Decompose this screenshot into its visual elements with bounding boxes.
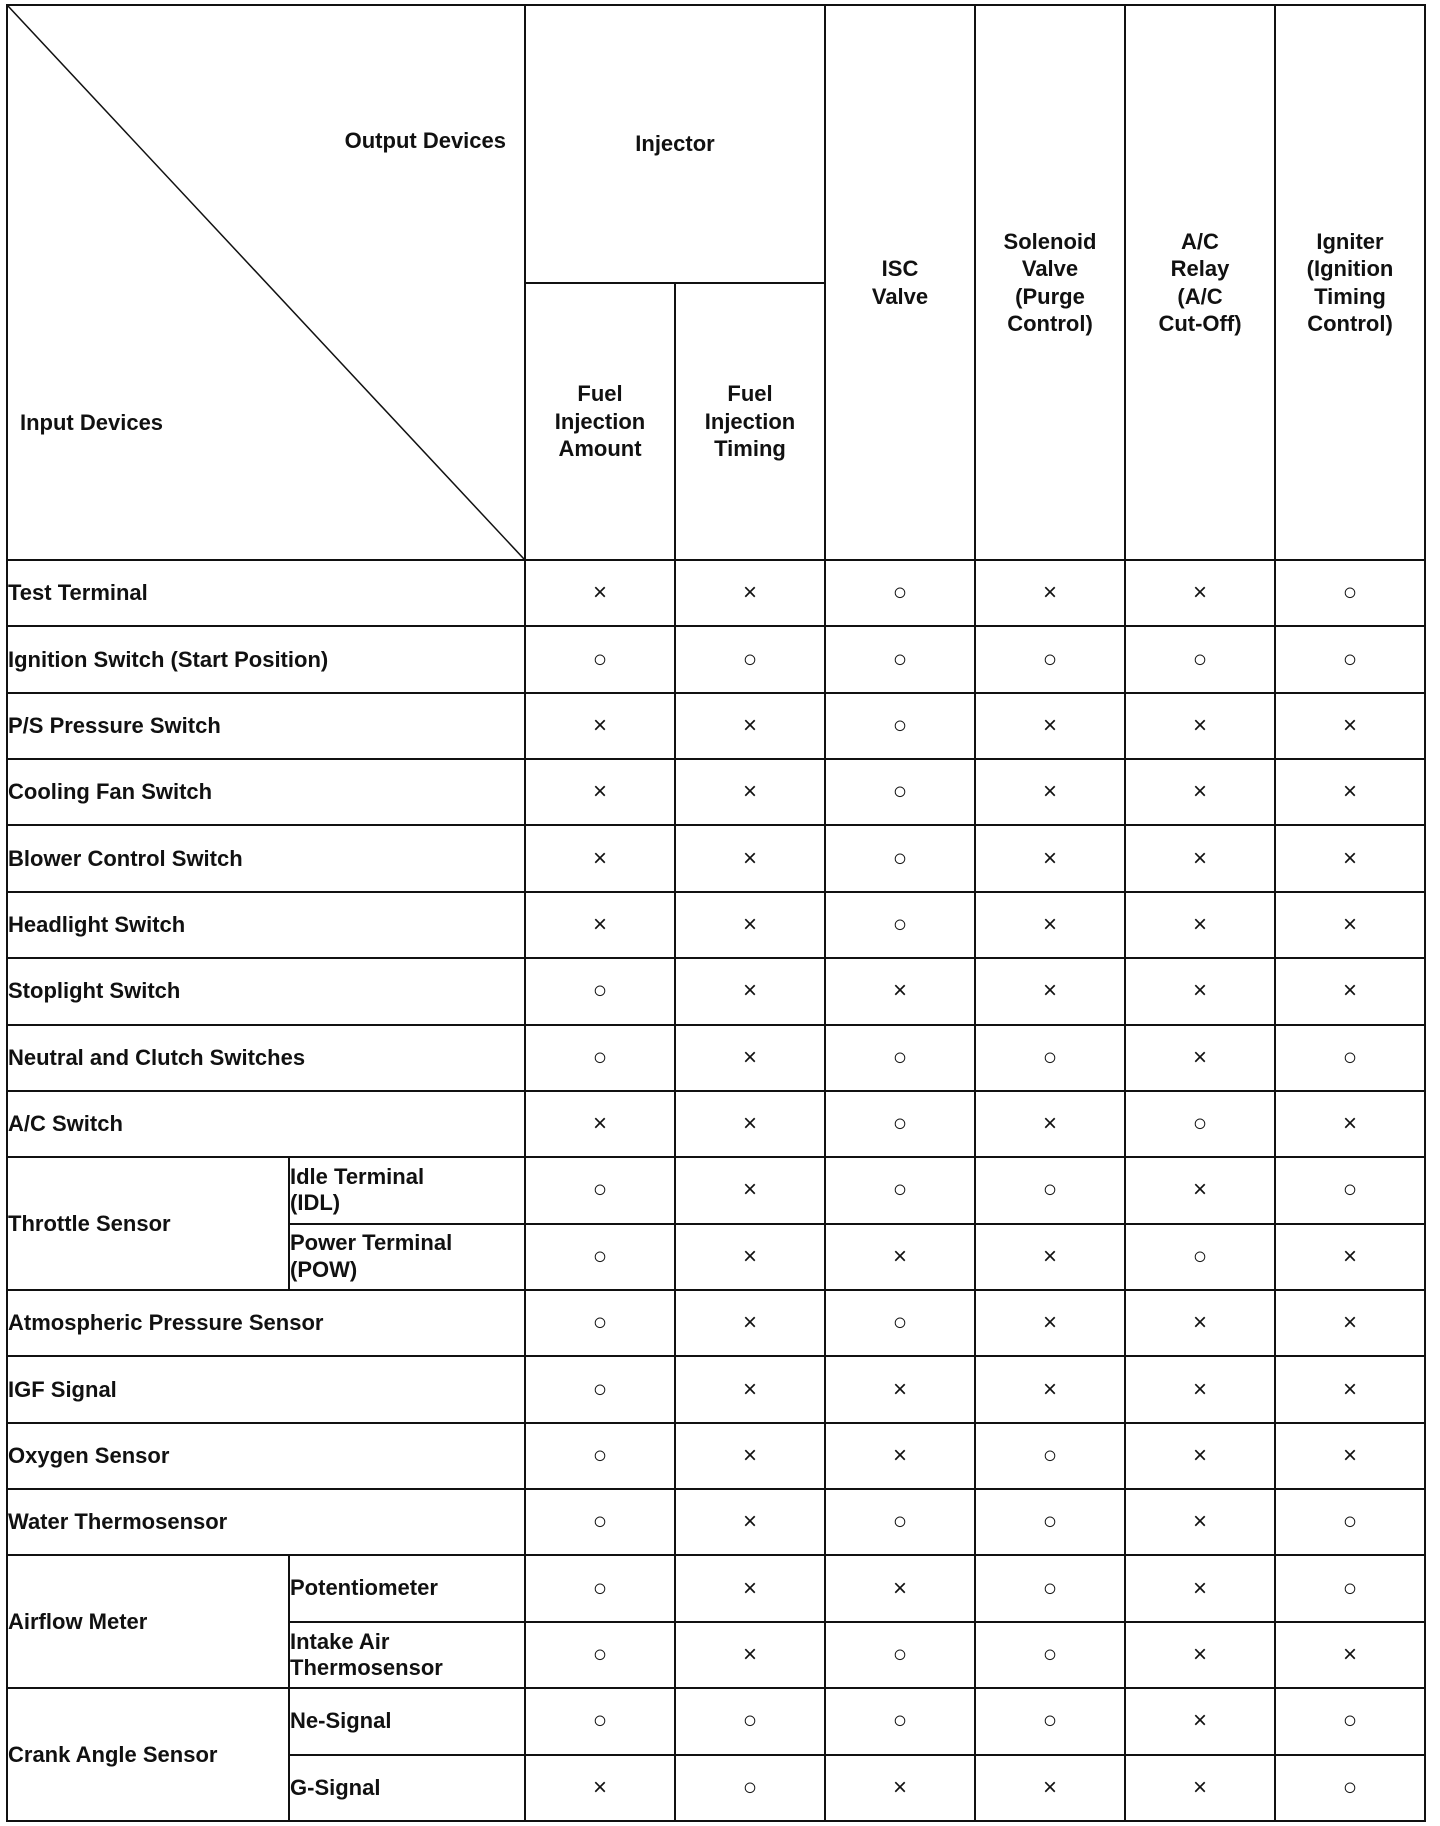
matrix-cell: ×: [675, 825, 825, 891]
matrix-cell: ×: [675, 1157, 825, 1223]
matrix-cell: ×: [675, 1091, 825, 1157]
matrix-cell: ○: [975, 1423, 1125, 1489]
matrix-cell: ×: [525, 825, 675, 891]
matrix-cell: ×: [675, 759, 825, 825]
col-header-ac-relay: A/C Relay (A/C Cut-Off): [1125, 5, 1275, 560]
matrix-cell: ×: [1275, 1290, 1425, 1356]
table-row: [7, 1025, 1425, 1091]
matrix-cell: ×: [525, 759, 675, 825]
row-sub-label: Intake Air Thermosensor: [289, 1622, 525, 1688]
matrix-cell: ×: [675, 1489, 825, 1555]
matrix-cell: ○: [1275, 1555, 1425, 1621]
matrix-cell: ○: [975, 1489, 1125, 1555]
matrix-cell: ×: [525, 892, 675, 958]
input-output-matrix-table: [6, 4, 1426, 1822]
matrix-cell: ○: [975, 1555, 1125, 1621]
matrix-cell: ×: [1275, 1356, 1425, 1422]
col-header-igniter: Igniter (Ignition Timing Control): [1275, 5, 1425, 560]
matrix-cell: ○: [525, 1290, 675, 1356]
row-label-water-thermosensor: Water Thermosensor: [7, 1489, 525, 1555]
matrix-cell: ×: [675, 693, 825, 759]
table-row: [7, 626, 1425, 692]
matrix-cell: ○: [975, 626, 1125, 692]
matrix-cell: ×: [1125, 560, 1275, 626]
matrix-cell: ×: [825, 1423, 975, 1489]
matrix-cell: ×: [975, 1356, 1125, 1422]
matrix-cell: ×: [975, 958, 1125, 1024]
matrix-cell: ○: [825, 892, 975, 958]
matrix-cell: ○: [825, 560, 975, 626]
row-label-test-terminal: Test Terminal: [7, 560, 525, 626]
matrix-cell: ×: [1125, 825, 1275, 891]
matrix-cell: ○: [525, 1356, 675, 1422]
matrix-cell: ×: [975, 759, 1125, 825]
matrix-cell: ○: [825, 1091, 975, 1157]
row-label-headlight-switch: Headlight Switch: [7, 892, 525, 958]
matrix-cell: ×: [1125, 1555, 1275, 1621]
matrix-cell: ×: [1125, 1157, 1275, 1223]
matrix-cell: ×: [1125, 958, 1275, 1024]
table-row: [7, 892, 1425, 958]
matrix-cell: ×: [825, 1356, 975, 1422]
matrix-cell: ○: [1275, 1489, 1425, 1555]
matrix-cell: ○: [1275, 1688, 1425, 1754]
matrix-cell: ×: [1125, 759, 1275, 825]
injector-group-header: Injector: [525, 5, 825, 283]
matrix-cell: ○: [675, 1688, 825, 1754]
col-header-solenoid-valve: Solenoid Valve (Purge Control): [975, 5, 1125, 560]
matrix-cell: ○: [825, 759, 975, 825]
row-sub-label: Potentiometer: [289, 1555, 525, 1621]
matrix-cell: ×: [1125, 1025, 1275, 1091]
row-sub-label: Ne-Signal: [289, 1688, 525, 1754]
matrix-cell: ○: [675, 1755, 825, 1822]
table-row: [7, 1423, 1425, 1489]
table-row: [7, 1290, 1425, 1356]
matrix-cell: ○: [675, 626, 825, 692]
matrix-cell: ×: [1125, 1356, 1275, 1422]
matrix-cell: ○: [525, 1025, 675, 1091]
matrix-cell: ○: [825, 1025, 975, 1091]
matrix-cell: ×: [1125, 1622, 1275, 1688]
row-label-oxygen-sensor: Oxygen Sensor: [7, 1423, 525, 1489]
row-label-cooling-fan-switch: Cooling Fan Switch: [7, 759, 525, 825]
matrix-cell: ×: [525, 693, 675, 759]
matrix-cell: ○: [525, 1423, 675, 1489]
table-row: [7, 1489, 1425, 1555]
header-row-top: [7, 5, 1425, 283]
matrix-cell: ×: [675, 1423, 825, 1489]
matrix-cell: ×: [675, 1356, 825, 1422]
table-row: [7, 1091, 1425, 1157]
matrix-cell: ○: [525, 1489, 675, 1555]
matrix-cell: ×: [675, 958, 825, 1024]
matrix-cell: ○: [525, 1622, 675, 1688]
matrix-cell: ×: [975, 892, 1125, 958]
row-label-ignition-switch-start-position: Ignition Switch (Start Position): [7, 626, 525, 692]
matrix-cell: ×: [975, 825, 1125, 891]
matrix-cell: ○: [975, 1688, 1125, 1754]
matrix-cell: ○: [1275, 1755, 1425, 1822]
matrix-cell: ×: [1125, 1290, 1275, 1356]
table-row: [7, 1356, 1425, 1422]
row-label-igf-signal: IGF Signal: [7, 1356, 525, 1422]
matrix-cell: ×: [1275, 825, 1425, 891]
matrix-cell: ×: [975, 1091, 1125, 1157]
matrix-cell: ○: [975, 1157, 1125, 1223]
diagonal-divider: [8, 6, 524, 559]
matrix-cell: ×: [975, 1755, 1125, 1822]
matrix-cell: ×: [1125, 1688, 1275, 1754]
col-header-fuel-injection-timing: Fuel Injection Timing: [675, 283, 825, 561]
matrix-cell: ○: [1275, 626, 1425, 692]
row-group-label-throttle-sensor: Throttle Sensor: [7, 1157, 289, 1290]
matrix-cell: ×: [1125, 1489, 1275, 1555]
matrix-cell: ×: [975, 1290, 1125, 1356]
matrix-cell: ○: [525, 1157, 675, 1223]
matrix-cell: ×: [675, 560, 825, 626]
matrix-cell: ×: [1275, 1622, 1425, 1688]
matrix-cell: ×: [1125, 1423, 1275, 1489]
matrix-cell: ×: [525, 1091, 675, 1157]
row-sub-label: Idle Terminal (IDL): [289, 1157, 525, 1223]
row-group-label-airflow-meter: Airflow Meter: [7, 1555, 289, 1688]
matrix-cell: ○: [825, 1157, 975, 1223]
input-devices-label: Input Devices: [20, 410, 164, 435]
matrix-cell: ×: [675, 892, 825, 958]
matrix-cell: ×: [525, 1755, 675, 1822]
matrix-cell: ×: [1125, 693, 1275, 759]
matrix-cell: ○: [1275, 1025, 1425, 1091]
table-row: [7, 1555, 1425, 1621]
matrix-cell: ○: [825, 693, 975, 759]
matrix-cell: ○: [1125, 1091, 1275, 1157]
matrix-cell: ×: [525, 560, 675, 626]
matrix-cell: ○: [825, 825, 975, 891]
matrix-cell: ×: [1275, 958, 1425, 1024]
row-sub-label: Power Terminal (POW): [289, 1224, 525, 1290]
matrix-cell: ○: [975, 1622, 1125, 1688]
row-sub-label: G-Signal: [289, 1755, 525, 1822]
matrix-cell: ×: [975, 693, 1125, 759]
matrix-cell: ×: [1275, 892, 1425, 958]
matrix-cell: ×: [1275, 1423, 1425, 1489]
matrix-cell: ○: [825, 1688, 975, 1754]
table-row: [7, 693, 1425, 759]
matrix-cell: ×: [675, 1290, 825, 1356]
matrix-cell: ○: [525, 1224, 675, 1290]
row-label-atmospheric-pressure-sensor: Atmospheric Pressure Sensor: [7, 1290, 525, 1356]
matrix-cell: ○: [525, 626, 675, 692]
corner-header-cell: [7, 5, 525, 560]
matrix-cell: ×: [675, 1622, 825, 1688]
matrix-cell: ○: [825, 1290, 975, 1356]
matrix-cell: ○: [825, 1622, 975, 1688]
row-label-neutral-and-clutch-switches: Neutral and Clutch Switches: [7, 1025, 525, 1091]
row-label-p-s-pressure-switch: P/S Pressure Switch: [7, 693, 525, 759]
matrix-cell: ×: [825, 1755, 975, 1822]
row-label-blower-control-switch: Blower Control Switch: [7, 825, 525, 891]
row-group-label-crank-angle-sensor: Crank Angle Sensor: [7, 1688, 289, 1821]
matrix-cell: ×: [1125, 892, 1275, 958]
matrix-cell: ○: [1125, 626, 1275, 692]
matrix-cell: ×: [1125, 1755, 1275, 1822]
matrix-cell: ×: [825, 1224, 975, 1290]
table-row: [7, 1157, 1425, 1223]
table-row: [7, 825, 1425, 891]
matrix-cell: ○: [825, 626, 975, 692]
matrix-cell: ○: [825, 1489, 975, 1555]
matrix-cell: ○: [975, 1025, 1125, 1091]
matrix-cell: ×: [675, 1224, 825, 1290]
matrix-cell: ×: [975, 1224, 1125, 1290]
matrix-cell: ×: [675, 1555, 825, 1621]
table-row: [7, 958, 1425, 1024]
row-label-a-c-switch: A/C Switch: [7, 1091, 525, 1157]
matrix-cell: ○: [525, 958, 675, 1024]
matrix-cell: ×: [1275, 1224, 1425, 1290]
table-row: [7, 759, 1425, 825]
col-header-fuel-injection-amount: Fuel Injection Amount: [525, 283, 675, 561]
matrix-cell: ×: [825, 958, 975, 1024]
matrix-cell: ○: [1275, 1157, 1425, 1223]
table-row: [7, 560, 1425, 626]
col-header-isc-valve: ISC Valve: [825, 5, 975, 560]
row-label-stoplight-switch: Stoplight Switch: [7, 958, 525, 1024]
matrix-cell: ×: [825, 1555, 975, 1621]
matrix-cell: ×: [1275, 1091, 1425, 1157]
matrix-cell: ×: [1275, 759, 1425, 825]
matrix-cell: ○: [525, 1688, 675, 1754]
matrix-cell: ○: [1125, 1224, 1275, 1290]
matrix-cell: ○: [525, 1555, 675, 1621]
matrix-cell: ×: [1275, 693, 1425, 759]
output-devices-label: Output Devices: [344, 128, 506, 153]
matrix-cell: ○: [1275, 560, 1425, 626]
matrix-cell: ×: [975, 560, 1125, 626]
table-row: [7, 1688, 1425, 1754]
matrix-cell: ×: [675, 1025, 825, 1091]
